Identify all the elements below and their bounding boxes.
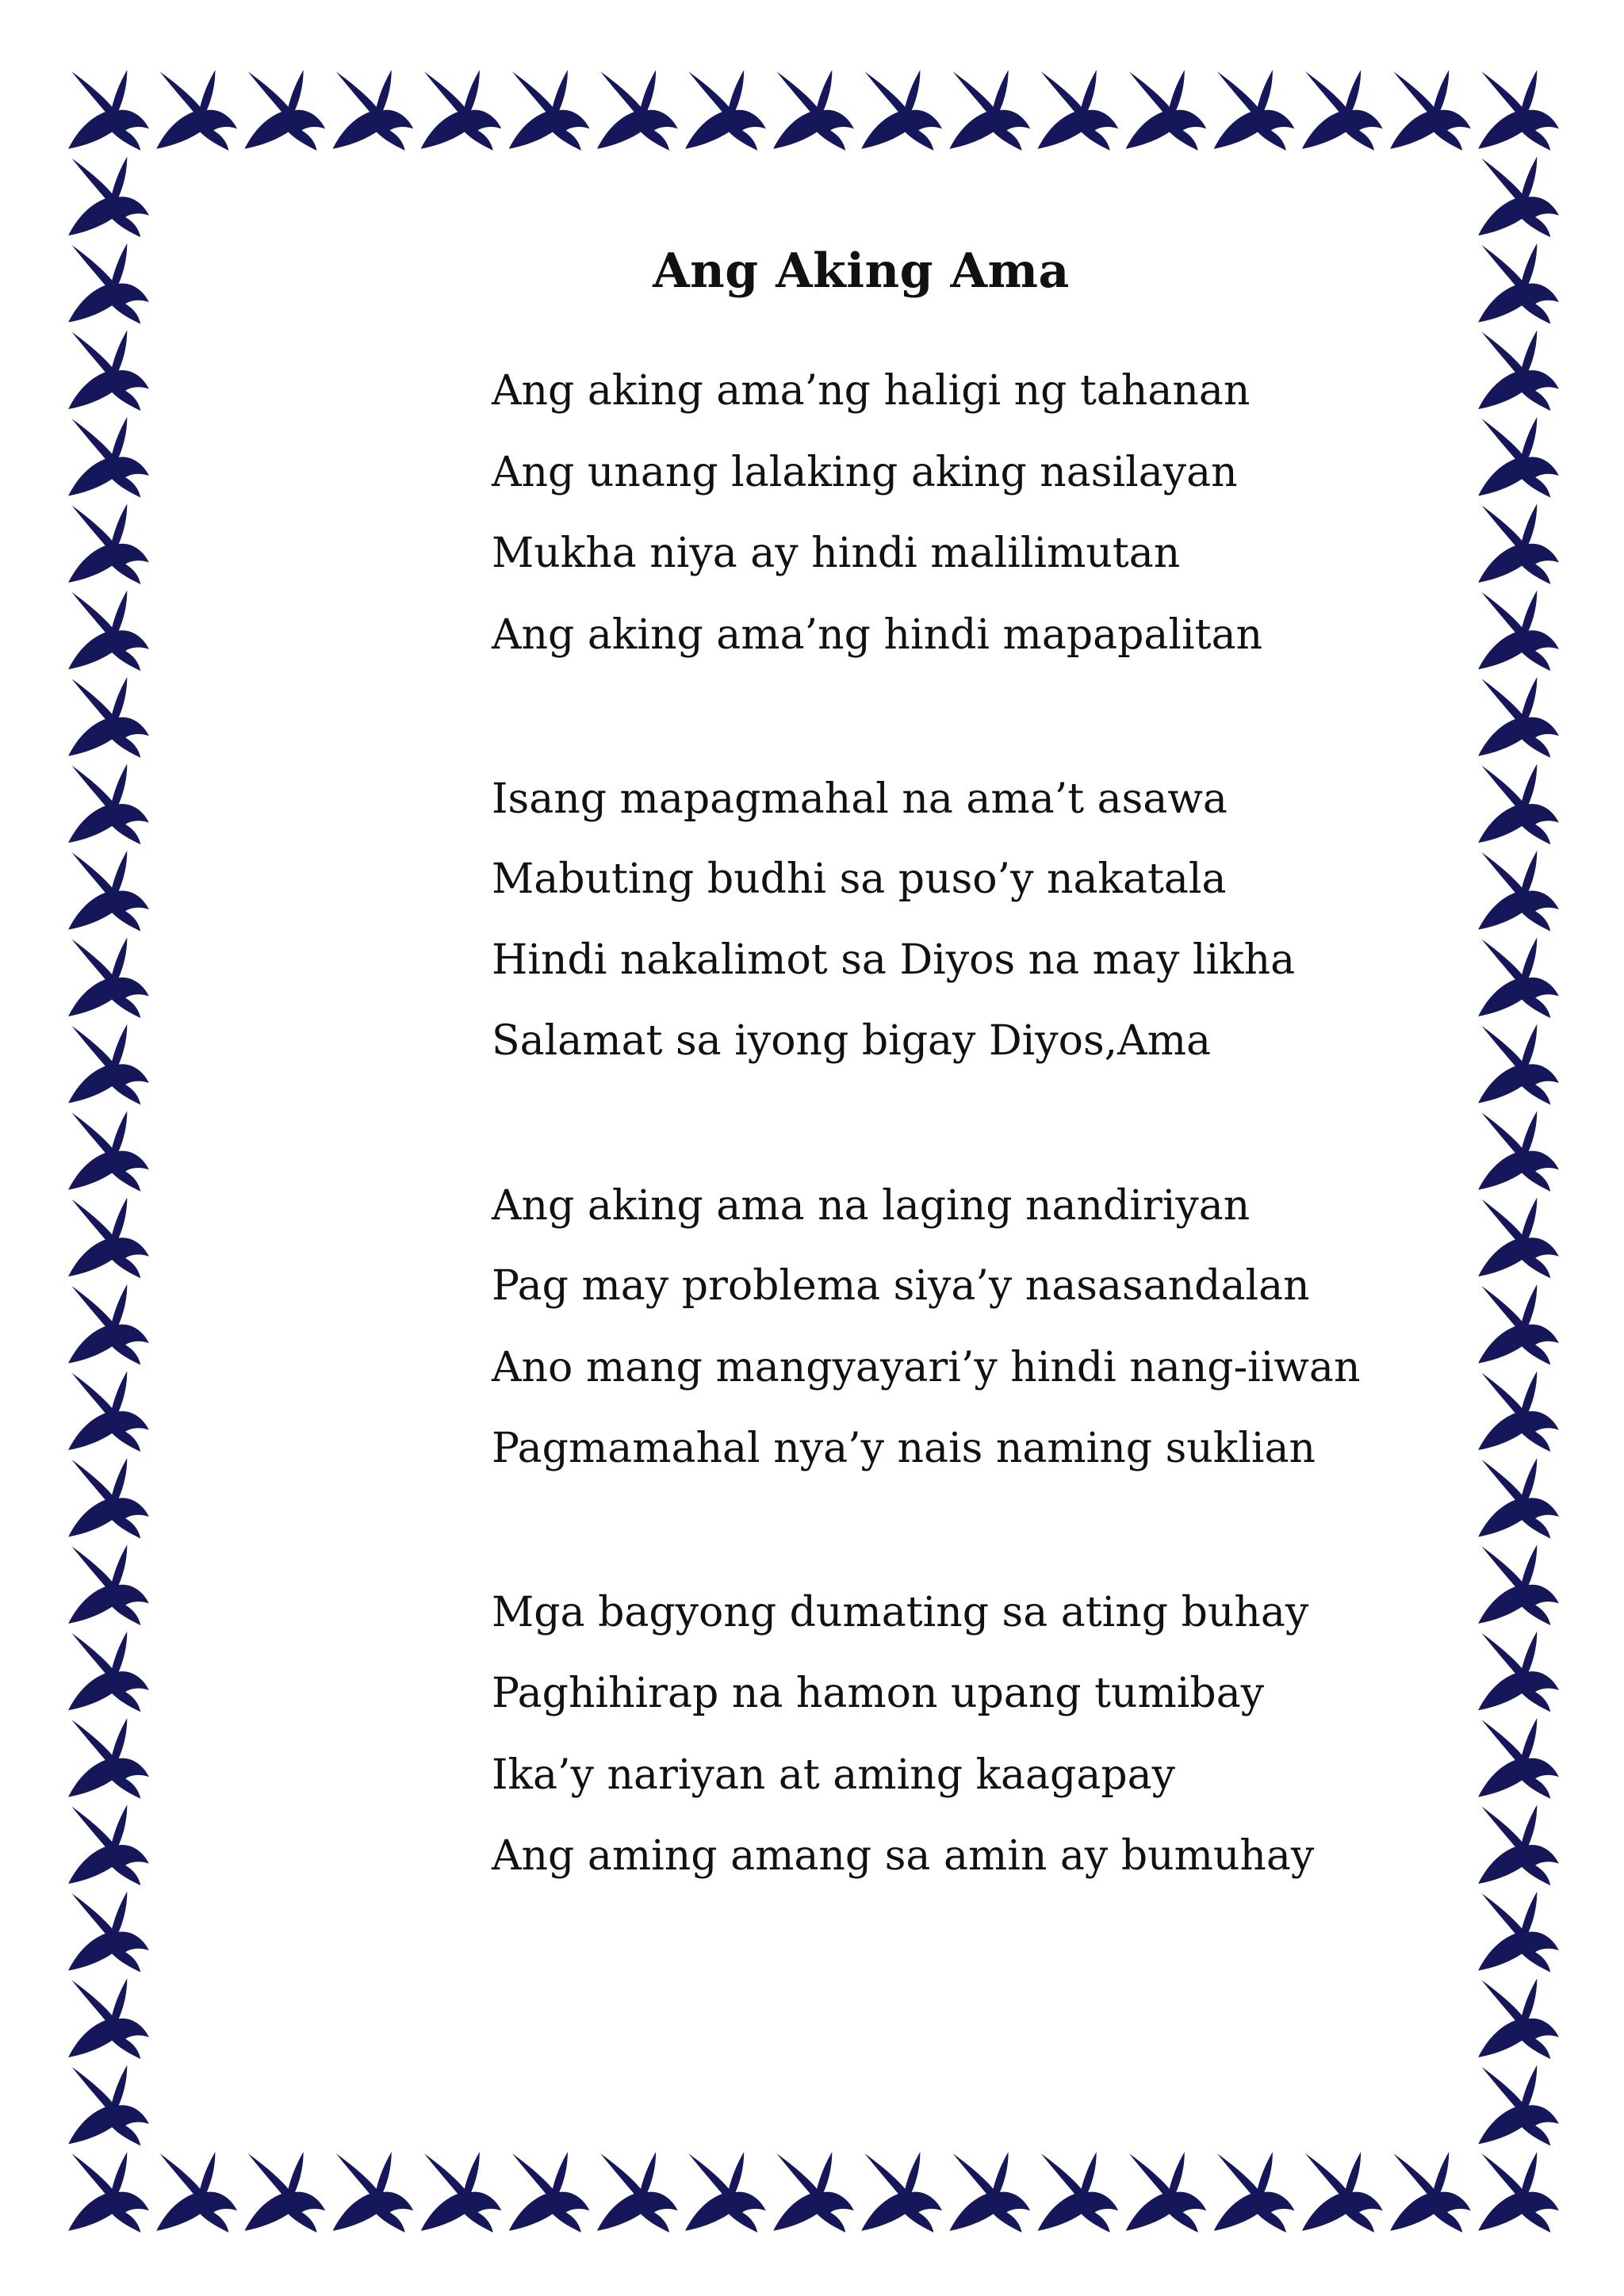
poem-line: Ang aking ama na laging nandiriyan xyxy=(492,1182,1251,1230)
poem-line: Paghihirap na hamon upang tumibay xyxy=(492,1670,1265,1717)
poem-line: Mabuting budhi sa puso’y nakatala xyxy=(492,855,1227,903)
poem-line: Ano mang mangyayari’y hindi nang-iiwan xyxy=(492,1344,1361,1391)
poem-line: Ang aking ama’ng hindi mapapalitan xyxy=(492,611,1263,659)
poem-line: Pagmamahal nya’y nais naming suklian xyxy=(492,1425,1316,1472)
poem-line: Mukha niya ay hindi malilimutan xyxy=(492,530,1181,577)
poem-line: Pag may problema siya’y nasasandalan xyxy=(492,1262,1310,1310)
poem-line: Isang mapagmahal na ama’t asawa xyxy=(492,775,1228,823)
poem-line: Ang unang lalaking aking nasilayan xyxy=(492,449,1238,496)
poem-line: Ang aking ama’ng haligi ng tahanan xyxy=(492,367,1251,415)
poem-title: Ang Aking Ama xyxy=(653,243,1070,299)
poem-line: Mga bagyong dumating sa ating buhay xyxy=(492,1589,1309,1636)
poem-line: Salamat sa iyong bigay Diyos,Ama xyxy=(492,1017,1212,1065)
poem-line: Ika’y nariyan at aming kaagapay xyxy=(492,1751,1176,1799)
poem-line: Ang aming amang sa amin ay bumuhay xyxy=(492,1832,1315,1880)
poem-line: Hindi nakalimot sa Diyos na may likha xyxy=(492,936,1296,984)
